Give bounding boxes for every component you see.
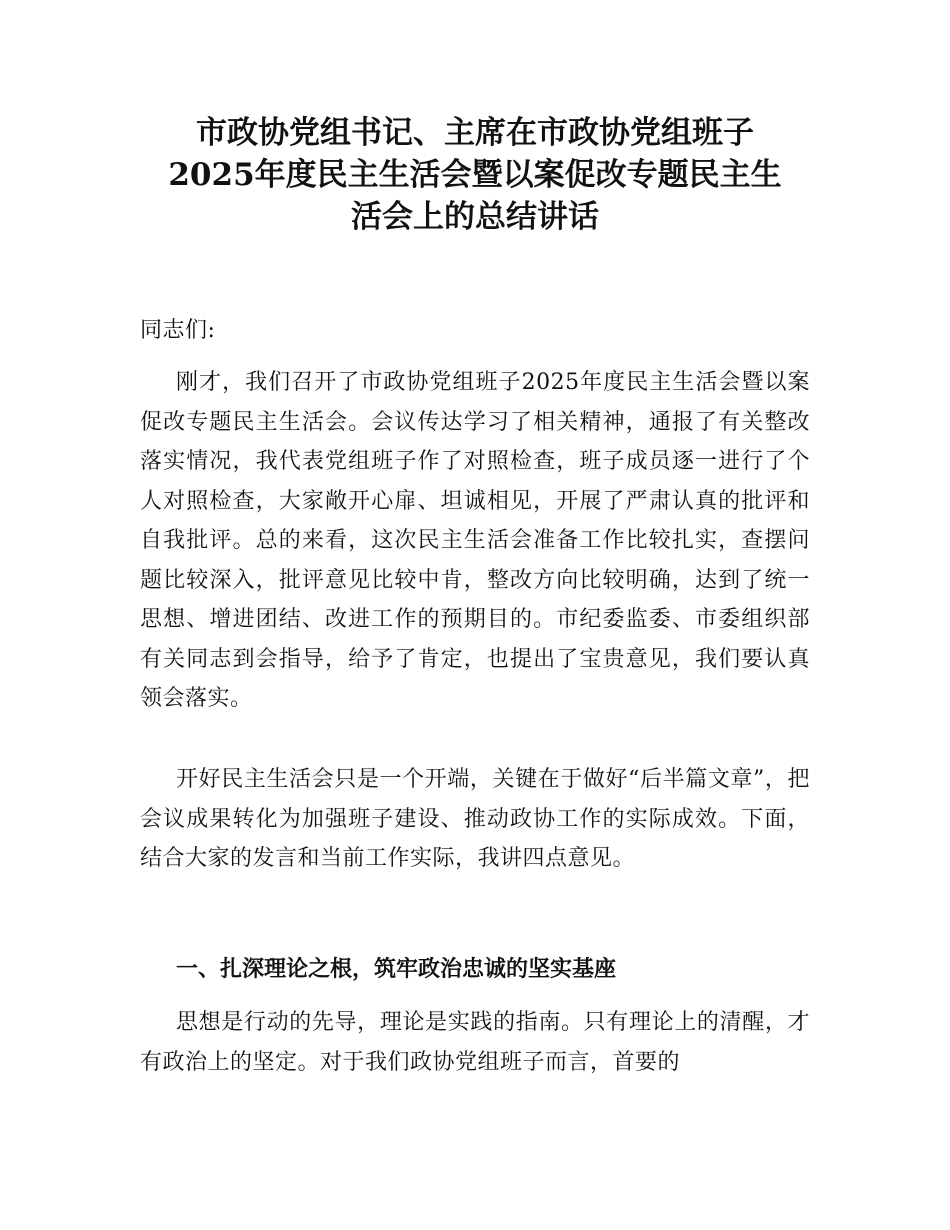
section-1-paragraph: 思想是行动的先导，理论是实践的指南。只有理论上的清醒，才有政治上的坚定。对于我们政协党组班子而言，首要的 — [140, 1010, 810, 1075]
title-line-2: 2025年度民主生活会暨以案促改专题民主生 — [168, 157, 782, 193]
body-paragraph-1: 刚才，我们召开了市政协党组班子2025年度民主生活会暨以案促改专题民主生活会。会议传达学习了相关精神，通报了有关整改落实情况，我代表党组班子作了对照检查，班子成员逐一进行了个人对照检查，大家敞开心扉、坦诚相见，开展了严肃认真的批评和自我批评。总的来看，这次民主生活会准备工作比较扎实，查摆问题比较深入，批评意见比较中肯，整改方向比较明确，达到了统一思想、增进团结、改进工作的预期目的。市纪委监委、市委组织部有关同志到会指导，给予了肯定，也提出了宝贵意见，我们要认真领会落实。 — [140, 370, 810, 711]
body-paragraph-2: 开好民主生活会只是一个开端，关键在于做好“后半篇文章”，把会议成果转化为加强班子建设、推动政协工作的实际成效。下面，结合大家的发言和当前工作实际，我讲四点意见。 — [140, 767, 810, 871]
section-heading-1: 一、扎深理论之根，筑牢政治忠诚的坚实基座 — [176, 957, 617, 982]
document-title — [120, 112, 830, 238]
salutation: 同志们: — [140, 318, 216, 343]
title-line-3: 活会上的总结讲话 — [351, 199, 599, 235]
title-line-1: 市政协党组书记、主席在市政协党组班子 — [196, 115, 754, 151]
